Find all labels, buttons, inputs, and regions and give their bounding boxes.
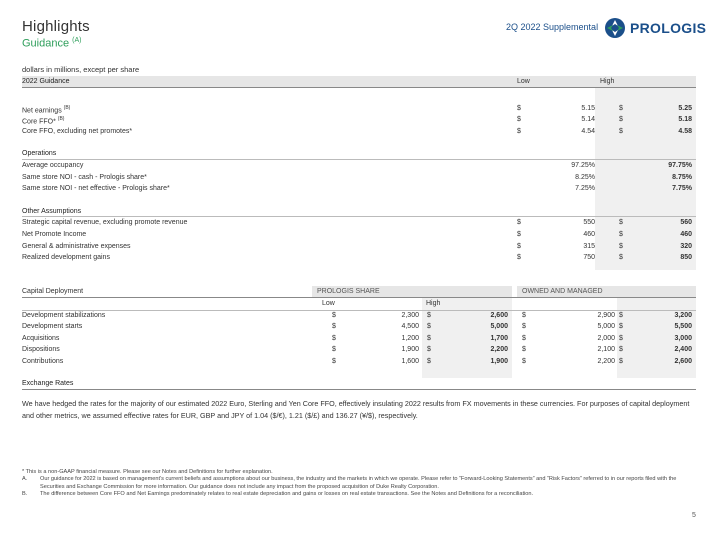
footnote-key: B.	[22, 491, 28, 498]
high-currency: $	[619, 254, 623, 262]
currency-symbol: $	[427, 346, 431, 354]
high-value: 4.58	[678, 127, 692, 135]
capital-title: Capital Deployment	[22, 288, 84, 295]
prologis-logo	[604, 16, 712, 40]
row-label: General & administrative expenses	[22, 242, 131, 250]
footnote-text: Our guidance for 2022 is based on management’s current beliefs and assumptions about our business, the industry and the markets in which we operate. Please refer to “Forward-Looking Statements” and “Risk Factors” referred to in our reports filed with the Securities and Exchange Commission for more information. Our guidance does not include any impact from the proposed acquisition of Duke Realty Corporation.	[40, 476, 677, 490]
footnote-star: * This is a non-GAAP financial measure. Please see our Notes and Definitions for further explanation.	[22, 469, 273, 475]
low-value: 315	[583, 242, 595, 250]
row-label-text: Core FFO*	[22, 118, 56, 126]
currency-symbol: $	[427, 323, 431, 331]
high-value: 320	[680, 242, 692, 250]
high-currency: $	[619, 219, 623, 227]
low-currency: $	[517, 254, 521, 262]
row-label: Core FFO, excluding net promotes*	[22, 127, 133, 135]
table-row	[22, 103, 696, 115]
prologis-high-value: 2,200	[490, 346, 508, 354]
high-currency: $	[619, 242, 623, 250]
section-title: Other Assumptions	[22, 207, 82, 215]
prologis-high-value: 5,000	[490, 323, 508, 331]
high-value: 5.25	[678, 104, 692, 112]
guidance-header-row	[22, 76, 696, 88]
owned-high-value: 2,400	[674, 346, 692, 354]
low-value: 5.14	[581, 116, 595, 124]
units-note: dollars in millions, except per share	[22, 65, 140, 74]
currency-symbol: $	[522, 323, 526, 331]
high-value: 560	[680, 219, 692, 227]
high-value: 460	[680, 230, 692, 238]
prologis-share-header: PROLOGIS SHARE	[312, 286, 512, 298]
low-value: 7.25%	[575, 185, 595, 193]
table-row	[22, 217, 696, 229]
owned-high-value: 2,600	[674, 357, 692, 365]
table-row	[22, 229, 696, 241]
logo-text: PROLOGIS	[630, 20, 707, 36]
row-label: Dispositions	[22, 346, 60, 354]
page-number: 5	[692, 512, 696, 519]
table-row	[22, 183, 696, 195]
table-row	[22, 160, 696, 172]
currency-symbol: $	[427, 357, 431, 365]
owned-low-value: 2,200	[597, 357, 615, 365]
low-value: 8.25%	[575, 173, 595, 181]
currency-symbol: $	[522, 334, 526, 342]
prologis-high-value: 2,600	[490, 311, 508, 319]
low-currency: $	[517, 230, 521, 238]
low-currency: $	[517, 127, 521, 135]
divider	[22, 87, 696, 88]
header	[22, 18, 90, 50]
prologis-low-value: 1,200	[401, 334, 419, 342]
table-row	[22, 114, 696, 126]
currency-symbol: $	[427, 311, 431, 319]
page-subtitle	[22, 37, 90, 50]
high-currency: $	[619, 230, 623, 238]
currency-symbol: $	[332, 323, 336, 331]
currency-symbol: $	[332, 311, 336, 319]
owned-managed-header: OWNED AND MANAGED	[517, 286, 696, 298]
currency-symbol: $	[522, 357, 526, 365]
table-row	[22, 333, 696, 345]
prologis-high-value: 1,700	[490, 334, 508, 342]
row-label: Contributions	[22, 357, 64, 365]
footnote-a	[22, 476, 696, 491]
high-value: 850	[680, 254, 692, 262]
table-row	[22, 344, 696, 356]
table-row	[22, 310, 696, 322]
high-value: 97.75%	[668, 161, 692, 169]
prologis-low-header: Low	[322, 299, 335, 307]
currency-symbol: $	[427, 334, 431, 342]
table-row	[22, 126, 696, 138]
prologis-low-value: 1,900	[401, 346, 419, 354]
low-value: 750	[583, 254, 595, 262]
high-currency: $	[619, 127, 623, 135]
prologis-low-value: 4,500	[401, 323, 419, 331]
logo-mark-icon	[604, 17, 626, 39]
currency-symbol: $	[619, 346, 623, 354]
row-label: Development stabilizations	[22, 311, 106, 319]
low-currency: $	[517, 116, 521, 124]
owned-high-value: 3,200	[674, 311, 692, 319]
low-value: 5.15	[581, 104, 595, 112]
footnote-key: A.	[22, 476, 28, 483]
table-row	[22, 252, 696, 264]
table-row	[22, 356, 696, 368]
table-row	[22, 172, 696, 184]
currency-symbol: $	[619, 323, 623, 331]
low-currency: $	[517, 104, 521, 112]
footnotes	[22, 469, 696, 499]
owned-low-value: 2,100	[597, 346, 615, 354]
owned-low-value: 5,000	[597, 323, 615, 331]
guidance-low-header: Low	[517, 78, 530, 85]
row-label: Same store NOI - cash - Prologis share*	[22, 173, 147, 181]
low-currency: $	[517, 242, 521, 250]
currency-symbol: $	[522, 346, 526, 354]
low-value: 460	[583, 230, 595, 238]
page-title: Highlights	[22, 18, 90, 35]
prologis-high-value: 1,900	[490, 357, 508, 365]
subtitle-note: (A)	[72, 37, 82, 44]
currency-symbol: $	[619, 311, 623, 319]
footnote-b	[22, 491, 696, 498]
currency-symbol: $	[332, 334, 336, 342]
owned-high-value: 3,000	[674, 334, 692, 342]
capital-subheader-row	[22, 298, 696, 310]
row-label: Average occupancy	[22, 161, 84, 169]
footnote-text: The difference between Core FFO and Net Earnings predominately relates to real estate depreciation and gains or losses on real estate transactions. See the Notes and Definitions for a reconciliation.	[40, 491, 534, 498]
low-currency: $	[517, 219, 521, 227]
currency-symbol: $	[332, 346, 336, 354]
capital-deployment-table	[22, 286, 696, 389]
row-label-text: Net earnings	[22, 106, 62, 114]
supplemental-label: 2Q 2022 Supplemental	[506, 22, 599, 32]
owned-high-value: 5,500	[674, 323, 692, 331]
exchange-rates-heading	[22, 378, 696, 390]
exchange-rates-text: We have hedged the rates for the majority of our estimated 2022 Euro, Sterling and Yen Core FFO, effectively insulating 2022 results from FX movements in these currencies. For purposes of capital deployment and other metrics, we assumed effective rates for EUR, GBP and JPY of 1.04 ($/€), 1.21 ($/£) and 136.27 (¥/$), respectively.	[22, 399, 690, 420]
low-value: 97.25%	[571, 161, 595, 169]
row-label: Net Promote Income	[22, 230, 87, 238]
currency-symbol: $	[522, 311, 526, 319]
prologis-high-header: High	[426, 299, 441, 307]
high-value: 7.75%	[672, 185, 692, 193]
row-label: Acquisitions	[22, 334, 60, 342]
row-label: Same store NOI - net effective - Prologis share*	[22, 185, 170, 193]
currency-symbol: $	[332, 357, 336, 365]
row-note: (B)	[57, 116, 65, 123]
guidance-header-label: 2022 Guidance	[22, 78, 70, 85]
high-currency: $	[619, 104, 623, 112]
row-label: Development starts	[22, 323, 83, 331]
divider	[22, 389, 696, 390]
low-value: 4.54	[581, 127, 595, 135]
currency-symbol: $	[619, 334, 623, 342]
currency-symbol: $	[619, 357, 623, 365]
high-value: 8.75%	[672, 173, 692, 181]
owned-low-value: 2,900	[597, 311, 615, 319]
prologis-low-value: 2,300	[401, 311, 419, 319]
row-label: Realized development gains	[22, 254, 110, 262]
table-row	[22, 241, 696, 253]
owned-low-value: 2,000	[597, 334, 615, 342]
row-label: Strategic capital revenue, excluding promote revenue	[22, 219, 188, 227]
guidance-high-header: High	[600, 78, 615, 85]
guidance-table	[22, 76, 696, 264]
prologis-low-value: 1,600	[401, 357, 419, 365]
row-note: (B)	[63, 104, 71, 111]
subtitle-text: Guidance	[22, 37, 70, 50]
high-value: 5.18	[678, 116, 692, 124]
capital-header-row	[22, 286, 696, 298]
high-currency: $	[619, 116, 623, 124]
section-title: Exchange Rates	[22, 379, 74, 387]
low-value: 550	[583, 219, 595, 227]
table-row	[22, 321, 696, 333]
section-title: Operations	[22, 150, 57, 158]
